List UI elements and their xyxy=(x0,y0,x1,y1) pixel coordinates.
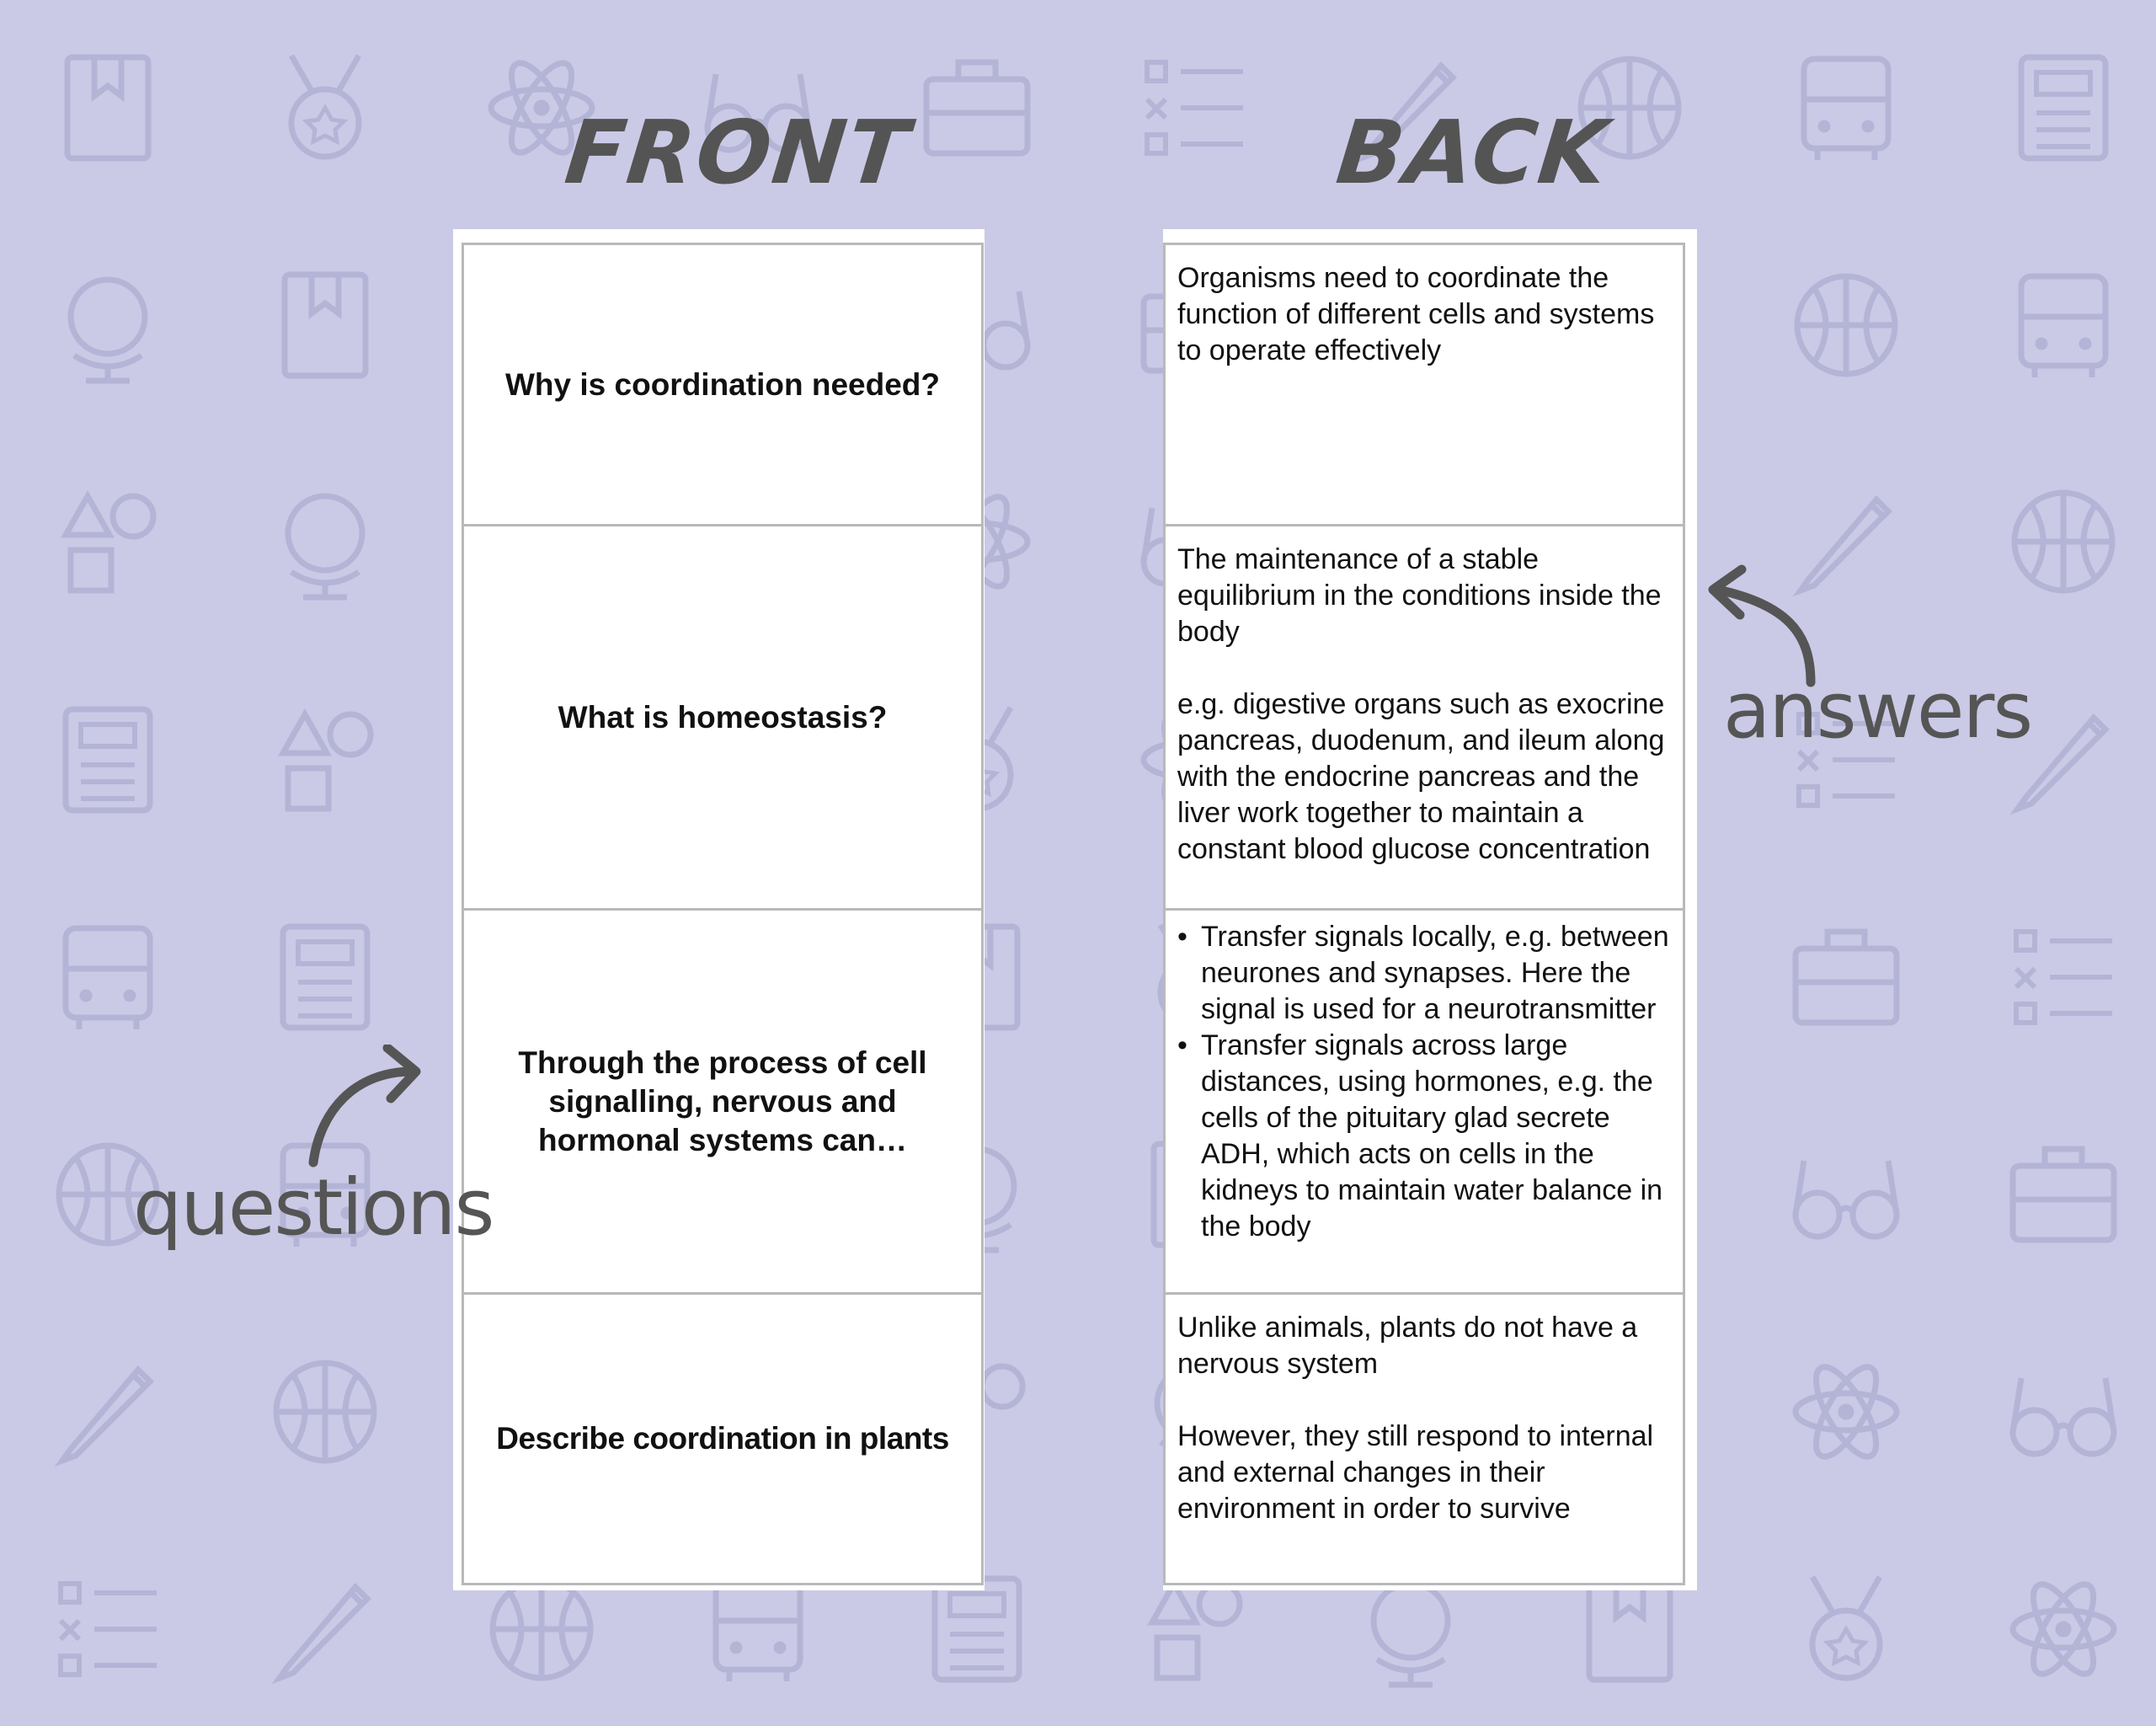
basketball-icon xyxy=(2013,1576,2114,1682)
glasses-icon xyxy=(1797,276,1895,374)
id-card-icon xyxy=(1804,59,1888,160)
shapes-icon xyxy=(62,1370,150,1461)
question-text: Through the process of cell signalling, nervous and hormonal systems can… xyxy=(518,1045,927,1157)
front-heading: FRONT xyxy=(560,101,915,204)
back-heading: BACK xyxy=(1331,101,1614,204)
answers-label: answers xyxy=(1723,665,2032,756)
bus-icon xyxy=(2016,932,2112,1023)
id-card-icon xyxy=(1374,1584,1448,1685)
answer-text: Organisms need to coordinate the function of different cells and systems to operate effectively xyxy=(1177,262,1655,366)
answer-bullet: • Transfer signals across large distances, using hormones, e.g. the cells of the pituitary glad secrete ADH, which acts on cells in the kidneys to maintain water balance in the body xyxy=(1201,1028,1673,1245)
backpack-icon xyxy=(2021,57,2105,158)
answer-bullet: • Transfer signals locally, e.g. between neurones and synapses. Here the signal is used for a neurotransmitter xyxy=(1201,919,1673,1028)
answer-text: The maintenance of a stable equilibrium in the conditions inside the body xyxy=(1177,543,1662,648)
answer-example-text: e.g. digestive organs such as exocrine pancreas, duodenum, and ileum along with the endocrine pancreas and the liver work together to maintain a constant blood glucose concentration xyxy=(1177,688,1665,865)
flask-icon xyxy=(288,496,362,597)
atom-icon xyxy=(926,62,1027,153)
answer-text: Unlike animals, plants do not have a nervous system xyxy=(1177,1312,1638,1380)
book-icon xyxy=(61,1584,157,1675)
medal-icon xyxy=(283,927,367,1028)
pencil-icon xyxy=(1796,1161,1897,1237)
microscope-icon xyxy=(66,709,150,810)
video-lesson-icon xyxy=(2015,493,2112,590)
answer-card xyxy=(1163,524,1685,911)
certificate-icon xyxy=(935,1579,1019,1680)
atom-icon xyxy=(493,1580,590,1678)
briefcase-icon xyxy=(71,280,145,381)
question-card xyxy=(462,908,984,1295)
answer-card xyxy=(1163,1292,1685,1585)
calendar-icon xyxy=(280,1587,367,1678)
back-card-sheet xyxy=(1163,229,1697,1590)
front-card-sheet xyxy=(453,229,985,1590)
notebook-icon xyxy=(291,56,359,157)
questions-label: questions xyxy=(133,1162,494,1253)
checklist-icon xyxy=(276,1363,374,1461)
question-text: Why is coordination needed? xyxy=(505,366,940,402)
answer-text: However, they still respond to internal and external changes in their environment in order to survive xyxy=(1177,1420,1654,1525)
answer-card xyxy=(1163,908,1685,1295)
pen-icon xyxy=(2013,1149,2114,1240)
question-card xyxy=(462,524,984,911)
question-card xyxy=(462,1292,984,1585)
globe-icon xyxy=(2021,276,2105,377)
telescope-icon xyxy=(283,714,371,809)
notebook-icon xyxy=(2013,1378,2114,1454)
abc-letters-icon xyxy=(67,57,148,158)
certificate-icon xyxy=(66,928,150,1029)
abc-letters-icon xyxy=(1796,1359,1897,1465)
backpack-icon xyxy=(1589,1579,1670,1680)
ruler-icon xyxy=(66,496,153,590)
award-ribbon-icon xyxy=(716,1580,800,1681)
question-card xyxy=(462,243,984,526)
medal-icon xyxy=(1152,1584,1240,1678)
answer-card xyxy=(1163,243,1685,526)
award-ribbon-icon xyxy=(1147,62,1243,153)
open-book-icon xyxy=(1796,932,1897,1023)
answer-bullet-list xyxy=(1177,919,1673,1245)
question-text: What is homeostasis? xyxy=(558,699,888,735)
briefcase-icon xyxy=(1812,1577,1880,1678)
question-text: Describe coordination in plants xyxy=(496,1421,949,1456)
questions-arrow-icon xyxy=(295,1045,430,1171)
basketball-icon xyxy=(285,275,366,376)
